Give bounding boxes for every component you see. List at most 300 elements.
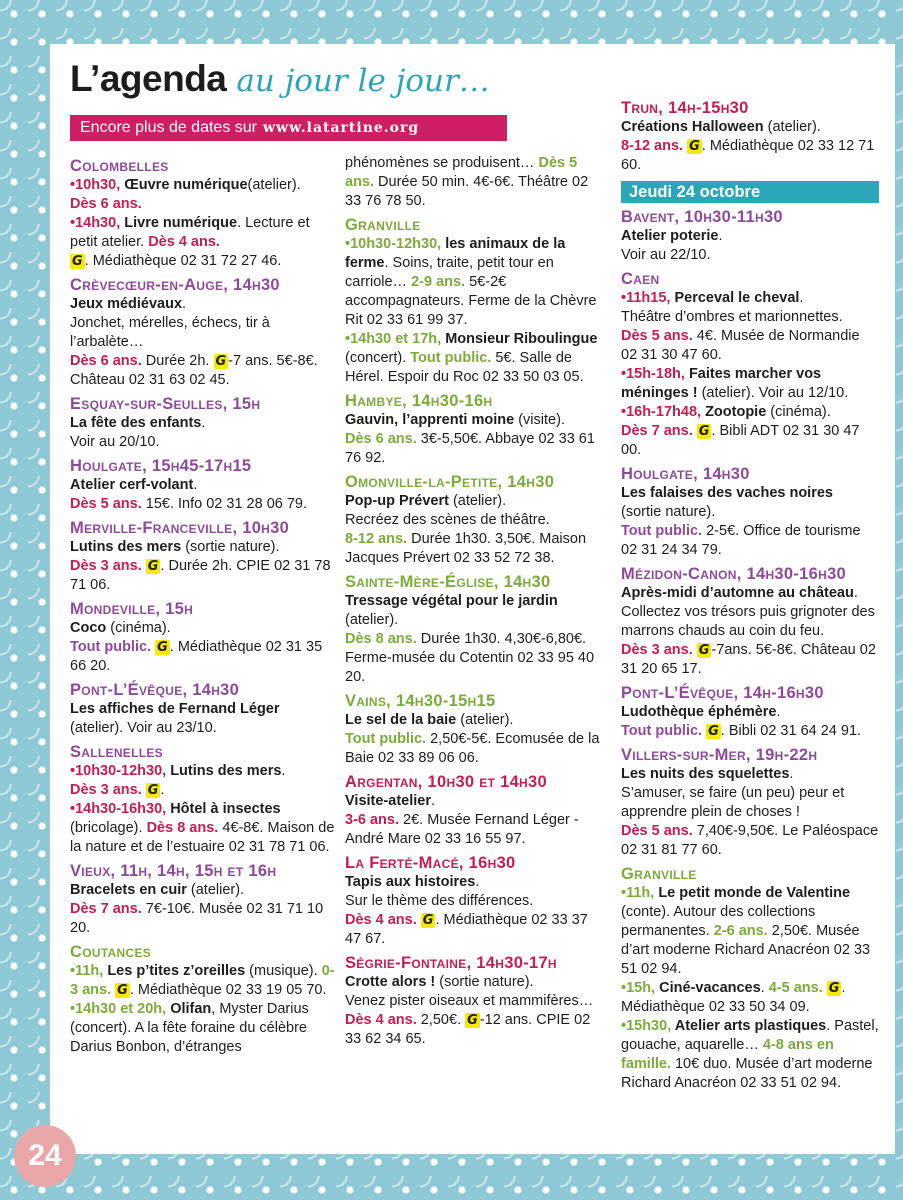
promo-text: Encore plus de dates sur — [80, 119, 257, 136]
entry-text: Collectez vos trésors puis grignoter des marrons chauds au coin du feu. — [621, 604, 875, 639]
city-heading: Argentan, 10h30 et 14h30 — [345, 773, 547, 791]
entry-line — [621, 227, 879, 246]
city-heading: Omonville-la-Petite, 14h30 — [345, 473, 555, 491]
free-badge-icon: G — [422, 913, 434, 928]
entry-text: 3-6 ans. — [345, 812, 399, 828]
entry-line — [621, 246, 879, 265]
free-badge-icon: G — [117, 983, 128, 998]
city-heading: Villers-sur-Mer, 19h-22h — [621, 746, 818, 764]
entry-line — [70, 214, 335, 252]
agenda-entry — [345, 853, 605, 949]
entry-line — [70, 881, 335, 900]
page-number: 24 — [14, 1125, 76, 1187]
entry-text: •10h30-12h30, — [70, 763, 171, 779]
page-title — [70, 58, 490, 106]
entry-text: •14h30, — [70, 215, 125, 231]
entry-line — [70, 314, 335, 352]
entry-text: . — [475, 874, 480, 890]
agenda-entry — [621, 745, 879, 860]
agenda-entry — [70, 456, 335, 514]
entry-text: Crotte alors ! — [345, 974, 436, 990]
entry-text: Dès 5 ans. — [70, 496, 142, 512]
entry-line — [621, 365, 879, 403]
entry-text: . Bibli ADT 02 31 30 47 00. — [621, 423, 860, 458]
promo-banner — [70, 115, 507, 141]
entry-text: Voir au 22/10. — [621, 247, 711, 263]
entry-text: Pop-up Prévert — [345, 493, 449, 509]
city-heading: Ségrie-Fontaine, 14h30-17h — [345, 954, 557, 972]
entry-text: Venez pister oiseaux et mammifères… — [345, 993, 594, 1009]
agenda-entry — [70, 861, 335, 938]
entry-text: Dès 3 ans. — [621, 642, 697, 658]
entry-line — [70, 638, 335, 676]
city-heading: Sainte-Mère-Église, 14h30 — [345, 573, 551, 591]
entry-text: Tout public. — [70, 639, 156, 655]
entry-text: La fête des enfants — [70, 415, 202, 431]
agenda-entry — [70, 742, 335, 857]
entry-text: Créations Halloween — [621, 119, 764, 135]
entry-text: . — [853, 585, 858, 601]
entry-text: . — [718, 228, 723, 244]
entry-text: Tapis aux histoires — [345, 874, 476, 890]
entry-text: (atelier). — [448, 493, 507, 509]
entry-text: Jeux médiévaux — [70, 296, 183, 312]
entry-line — [621, 722, 879, 741]
entry-line — [621, 979, 879, 998]
entry-text: Ludothèque éphémère — [621, 704, 777, 720]
agenda-entry — [621, 98, 879, 175]
entry-line — [70, 762, 335, 781]
entry-line — [621, 822, 879, 860]
entry-line — [621, 484, 879, 503]
day-header: Jeudi 24 octobre — [621, 181, 879, 203]
entry-text: (atelier). — [345, 612, 399, 628]
agenda-entry — [621, 564, 879, 679]
entry-line — [70, 433, 335, 452]
entry-line — [345, 592, 605, 630]
entry-text: Atelier poterie — [621, 228, 719, 244]
entry-text: 4€-8€. Maison de la nature et de l’estuaire 02 31 78 71 06. — [70, 820, 335, 855]
city-heading: Pont-L’Évêque, 14h-16h30 — [621, 684, 824, 702]
entry-line — [345, 873, 605, 892]
entry-text: Coco — [70, 620, 107, 636]
entry-text: (visite). — [514, 412, 565, 428]
free-badge-icon: G — [147, 559, 159, 574]
entry-text: . Médiathèque 02 31 72 27 46. — [84, 253, 282, 269]
entry-text: Lutins des mers — [70, 539, 182, 555]
entry-text: Dès 5 ans. — [345, 155, 578, 190]
entry-line — [345, 730, 605, 768]
entry-line — [345, 1011, 605, 1049]
entry-text: •10h30, — [70, 177, 125, 193]
entry-text: Gauvin, l’apprenti moine — [345, 412, 515, 428]
entry-text: . — [841, 980, 846, 996]
entry-text: Faites marcher vos méninges ! — [621, 366, 822, 401]
entry-line — [345, 530, 605, 568]
agenda-entry — [621, 269, 879, 460]
entry-text: Jonchet, mérelles, échecs, tir à l’arbalète… — [70, 315, 270, 350]
city-heading: Granville — [345, 216, 421, 234]
entry-text: 5€. Salle de Hérel. Espoir du Roc 02 33 50 03 05. — [345, 350, 584, 385]
entry-line — [70, 962, 335, 1000]
promo-url-link[interactable]: www.latartine.org — [263, 120, 420, 136]
entry-text: . Bibli 02 31 64 24 91. — [720, 723, 862, 739]
entry-line — [621, 703, 879, 722]
entry-text: Dès 6 ans. — [345, 431, 417, 447]
entry-text: (atelier). Voir au 23/10. — [70, 720, 217, 736]
city-heading: Hambye, 14h30-16h — [345, 392, 493, 410]
entry-line — [621, 584, 879, 603]
entry-line — [621, 327, 879, 365]
entry-text: Le sel de la baie — [345, 712, 457, 728]
entry-text: Les p’tites z’oreilles — [107, 963, 246, 979]
city-heading: Trun, 14h-15h30 — [621, 99, 749, 117]
entry-text: •11h, — [621, 885, 659, 901]
entry-text: Tout public. — [621, 723, 707, 739]
entry-text: Après-midi d’automne au château — [621, 585, 854, 601]
entry-line — [70, 619, 335, 638]
entry-text: 2,50€. Musée d’art moderne Richard Anacréon 02 33 51 02 94. — [621, 923, 871, 977]
entry-text: . Lecture et petit atelier. — [70, 215, 310, 250]
entry-text: (atelier). — [763, 119, 821, 135]
entry-text: •10h30-12h30, — [345, 236, 446, 252]
entry-text: (sortie nature). — [181, 539, 280, 555]
entry-text: 2-5€. Office de tourisme 02 31 24 34 79. — [621, 523, 861, 558]
entry-line — [345, 492, 605, 511]
entry-line — [70, 352, 335, 390]
entry-text: 10€ duo. Musée d’art moderne Richard Anacréon 02 33 51 02 94. — [621, 1056, 873, 1091]
agenda-entry — [70, 156, 335, 271]
entry-text: S’amuser, se faire (un peu) peur et apprendre plein de choses ! — [621, 785, 845, 820]
entry-text: Dès 4 ans. — [148, 234, 220, 250]
entry-text: (musique). — [245, 963, 322, 979]
entry-text: •15h-18h, — [621, 366, 689, 382]
entry-text: . Médiathèque 02 33 12 71 60. — [621, 138, 875, 173]
entry-line — [345, 973, 605, 992]
entry-line — [621, 308, 879, 327]
agenda-entry — [621, 464, 879, 560]
title-script: au jour le jour… — [236, 63, 490, 99]
entry-line — [345, 811, 605, 849]
entry-text: Théâtre d’ombres et marionnettes. — [621, 309, 843, 325]
entry-text: Livre numérique — [124, 215, 238, 231]
entry-text: Olifan — [170, 1001, 212, 1017]
entry-line — [345, 792, 605, 811]
entry-text: Dès 5 ans. — [621, 328, 693, 344]
entry-text: Durée 1h30. 4,30€-6,80€. Ferme-musée du Cotentin 02 33 95 40 20. — [345, 631, 595, 685]
entry-text: 5€-2€ accompagnateurs. Ferme de la Chèvre Rit 02 33 61 99 37. — [345, 274, 597, 328]
entry-text: Perceval le cheval — [674, 290, 800, 306]
agenda-column-3-main — [621, 207, 879, 1093]
entry-text: Médiathèque 02 33 50 34 09. — [621, 999, 810, 1015]
entry-text: •15h, — [621, 980, 660, 996]
entry-text: Dès 3 ans. — [70, 558, 146, 574]
entry-text: Monsieur Riboulingue — [445, 331, 598, 347]
entry-line — [345, 711, 605, 730]
agenda-entry — [345, 691, 605, 768]
entry-text: 7€-10€. Musée 02 31 71 10 20. — [70, 901, 324, 936]
entry-text: . Médiathèque 02 33 37 47 67. — [345, 912, 588, 947]
entry-text: 8-12 ans. — [345, 531, 408, 547]
free-badge-icon: G — [698, 643, 710, 658]
entry-text: Dès 6 ans. — [70, 196, 142, 212]
entry-text: Tout public. — [621, 523, 703, 539]
entry-line — [621, 522, 879, 560]
entry-text: . Durée 2h. CPIE 02 31 78 71 06. — [70, 558, 331, 593]
city-heading: Coutances — [70, 943, 152, 961]
entry-line — [70, 538, 335, 557]
free-badge-icon: G — [467, 1013, 478, 1028]
entry-text: . Médiathèque 02 33 19 05 70. — [129, 982, 327, 998]
entry-text: Dès 3 ans. — [70, 782, 146, 798]
entry-line — [345, 430, 605, 468]
entry-line — [621, 1017, 879, 1093]
entry-text: . Médiathèque 02 31 35 66 20. — [70, 639, 323, 674]
entry-line — [621, 137, 879, 175]
entry-line — [345, 630, 605, 687]
entry-text: . — [193, 477, 198, 493]
agenda-entry — [70, 518, 335, 595]
entry-text: Œuvre numérique — [124, 177, 248, 193]
entry-text: Zootopie — [705, 404, 767, 420]
entry-text: (atelier). Voir au 12/10. — [697, 385, 849, 401]
entry-text: Dès 7 ans. — [621, 423, 697, 439]
entry-text: . — [182, 296, 187, 312]
entry-text: •11h15, — [621, 290, 675, 306]
agenda-column-3-pre — [621, 98, 879, 175]
entry-text: Dès 7 ans. — [70, 901, 142, 917]
entry-text: Durée 2h. — [141, 353, 214, 369]
entry-line — [621, 503, 879, 522]
entry-text: Les falaises des vaches noires — [621, 485, 833, 501]
entry-text: . — [760, 980, 769, 996]
city-heading: Caen — [621, 270, 660, 288]
entry-text: Ciné-vacances — [659, 980, 761, 996]
entry-text: Atelier arts plastiques — [674, 1018, 827, 1034]
agenda-entry — [345, 154, 605, 211]
entry-text: 2-9 ans. — [411, 274, 466, 290]
agenda-entry — [345, 472, 605, 568]
entry-line — [70, 495, 335, 514]
entry-text: Hôtel à insectes — [170, 801, 281, 817]
entry-text: Bracelets en cuir — [70, 882, 187, 898]
entry-text: •14h30 et 20h, — [70, 1001, 171, 1017]
entry-text: (atelier). — [186, 882, 245, 898]
entry-text: phénomènes se produisent… — [345, 155, 539, 171]
entry-text: Tout public. — [345, 731, 427, 747]
city-heading: Mézidon-Canon, 14h30-16h30 — [621, 565, 847, 583]
entry-text: Durée 1h30. 3,50€. Maison Jacques Prévert 02 33 52 72 38. — [345, 531, 587, 566]
entry-text: Tressage végétal pour le jardin — [345, 593, 558, 609]
entry-text: 2,50€. — [416, 1012, 466, 1028]
free-badge-icon: G — [72, 254, 83, 269]
city-heading: Colombelles — [70, 157, 169, 175]
entry-text: 15€. Info 02 31 28 06 79. — [141, 496, 308, 512]
entry-text: Dès 5 ans. — [621, 823, 693, 839]
entry-line — [345, 154, 605, 211]
free-badge-icon: G — [698, 424, 710, 439]
title-bold: L’agenda — [70, 58, 227, 99]
entry-text: Visite-atelier — [345, 793, 431, 809]
entry-line — [70, 252, 335, 271]
city-heading: Houlgate, 14h30 — [621, 465, 750, 483]
entry-text: •14h30 et 17h, — [345, 331, 446, 347]
entry-line — [70, 781, 335, 800]
city-heading: Granville — [621, 865, 697, 883]
entry-text: (atelier). — [247, 177, 301, 193]
city-heading: Houlgate, 15h45-17h15 — [70, 457, 252, 475]
agenda-entry — [70, 680, 335, 738]
entry-text: Dès 4 ans. — [345, 912, 421, 928]
entry-text: . — [789, 766, 794, 782]
entry-text: -12 ans. CPIE 02 33 62 34 65. — [345, 1012, 591, 1047]
entry-line — [70, 414, 335, 433]
entry-text: . Soins, traite, petit tour en carriole… — [345, 255, 554, 290]
free-badge-icon: G — [689, 139, 700, 154]
entry-text: •16h-17h48, — [621, 404, 706, 420]
entry-text: •15h30, — [621, 1018, 675, 1034]
entry-text: -7 ans. 5€-8€. Château 02 31 63 02 45. — [70, 353, 318, 388]
entry-line — [621, 289, 879, 308]
entry-line — [345, 411, 605, 430]
entry-line — [621, 998, 879, 1017]
city-heading: Crèvecœur-en-Auge, 14h30 — [70, 276, 280, 294]
entry-line — [70, 1000, 335, 1057]
entry-line — [621, 641, 879, 679]
entry-text: 4-8 ans en famille. — [621, 1037, 834, 1072]
city-heading: Vieux, 11h, 14h, 15h et 16h — [70, 862, 277, 880]
entry-text: 4-5 ans. — [768, 980, 827, 996]
entry-text: . — [776, 704, 781, 720]
entry-text: , Myster Darius (concert). A la fête foraine du célèbre Darius Bonbon, d’étranges — [70, 1001, 309, 1055]
entry-text: Dès 8 ans. — [146, 820, 219, 836]
agenda-column-1 — [70, 154, 335, 1061]
city-heading: Vains, 14h30-15h15 — [345, 692, 496, 710]
city-heading: La Ferté-Macé, 16h30 — [345, 854, 516, 872]
entry-line — [345, 911, 605, 949]
entry-text: 7,40€-9,50€. Le Paléospace 02 31 81 77 60. — [621, 823, 879, 858]
agenda-entry — [345, 953, 605, 1049]
entry-line — [345, 330, 605, 387]
entry-text: (sortie nature). — [621, 504, 716, 520]
entry-text: Tout public. — [410, 350, 492, 366]
city-heading: Mondeville, 15h — [70, 600, 194, 618]
entry-text: . Pastel, gouache, aquarelle… — [621, 1018, 879, 1053]
entry-text: . — [281, 763, 286, 779]
entry-text: (atelier). — [456, 712, 514, 728]
agenda-entry — [70, 599, 335, 676]
entry-text: (conte). Autour des collections permanentes. — [621, 904, 816, 939]
agenda-entry — [70, 275, 335, 390]
entry-text: -7ans. 5€-8€. Château 02 31 20 65 17. — [621, 642, 876, 677]
city-heading: Esquay-sur-Seulles, 15h — [70, 395, 261, 413]
entry-line — [70, 195, 335, 214]
city-heading: Bavent, 10h30-11h30 — [621, 208, 783, 226]
entry-line — [70, 900, 335, 938]
city-heading: Sallenelles — [70, 743, 163, 761]
entry-text: . — [430, 793, 436, 809]
entry-line — [345, 235, 605, 330]
entry-text: (cinéma). — [766, 404, 831, 420]
entry-line — [345, 892, 605, 911]
entry-line — [70, 295, 335, 314]
entry-line — [70, 476, 335, 495]
entry-text: les animaux de la ferme — [345, 236, 566, 271]
entry-line — [70, 700, 335, 719]
entry-text: Dès 8 ans. — [345, 631, 417, 647]
agenda-entry — [345, 572, 605, 687]
entry-text: (bricolage). — [70, 820, 147, 836]
entry-line — [621, 422, 879, 460]
entry-text: Durée 50 min. 4€-6€. Théâtre 02 33 76 78 50. — [345, 174, 589, 209]
city-heading: Pont-L’Évêque, 14h30 — [70, 681, 240, 699]
free-badge-icon: G — [147, 783, 159, 798]
entry-text: . — [160, 782, 165, 798]
entry-text: Lutins des mers — [170, 763, 282, 779]
entry-line — [621, 118, 879, 137]
entry-line — [621, 784, 879, 822]
entry-text: (concert). — [345, 350, 411, 366]
entry-text: 4€. Musée de Normandie 02 31 30 47 60. — [621, 328, 860, 363]
entry-line — [70, 719, 335, 738]
entry-line — [70, 800, 335, 857]
entry-text: 2€. Musée Fernand Léger - André Mare 02 33 16 55 97. — [345, 812, 579, 847]
agenda-entry — [345, 215, 605, 387]
entry-text: 3€-5,50€. Abbaye 02 33 61 76 92. — [345, 431, 595, 466]
entry-text: Voir au 20/10. — [70, 434, 160, 450]
agenda-entry — [70, 942, 335, 1057]
entry-text: 0-3 ans. — [70, 963, 335, 998]
entry-text: (cinéma). — [106, 620, 171, 636]
entry-text: Dès 6 ans. — [70, 353, 142, 369]
agenda-column-3 — [621, 96, 879, 1097]
free-badge-icon: G — [215, 354, 227, 369]
agenda-column-2 — [345, 154, 605, 1053]
entry-line — [345, 992, 605, 1011]
agenda-entry — [621, 207, 879, 265]
agenda-entry — [621, 683, 879, 741]
entry-line — [345, 511, 605, 530]
entry-text: (sortie nature). — [435, 974, 534, 990]
entry-text: . — [799, 290, 804, 306]
entry-text: Le petit monde de Valentine — [658, 885, 851, 901]
agenda-entry — [345, 772, 605, 849]
entry-text: 8-12 ans. — [621, 138, 688, 154]
entry-text: Sur le thème des différences. — [345, 893, 534, 909]
free-badge-icon: G — [828, 981, 840, 996]
entry-text: Les nuits des squelettes — [621, 766, 790, 782]
entry-line — [70, 557, 335, 595]
agenda-entry — [621, 864, 879, 1093]
entry-text: •11h, — [70, 963, 108, 979]
entry-line — [621, 403, 879, 422]
agenda-entry — [345, 391, 605, 468]
entry-text: Atelier cerf-volant — [70, 477, 194, 493]
city-heading: Merville-Franceville, 10h30 — [70, 519, 290, 537]
entry-text: Recréez des scènes de théâtre. — [345, 512, 550, 528]
free-badge-icon: G — [157, 640, 168, 655]
entry-line — [70, 176, 335, 195]
entry-text: •14h30-16h30, — [70, 801, 171, 817]
entry-line — [621, 765, 879, 784]
entry-text: 2,50€-5€. Ecomusée de la Baie 02 33 89 06 06. — [345, 731, 600, 766]
entry-text: 2-6 ans. — [713, 923, 768, 939]
entry-text: Les affiches de Fernand Léger — [70, 701, 280, 717]
entry-line — [621, 884, 879, 979]
agenda-entry — [70, 394, 335, 452]
entry-line — [621, 603, 879, 641]
free-badge-icon: G — [708, 724, 719, 739]
